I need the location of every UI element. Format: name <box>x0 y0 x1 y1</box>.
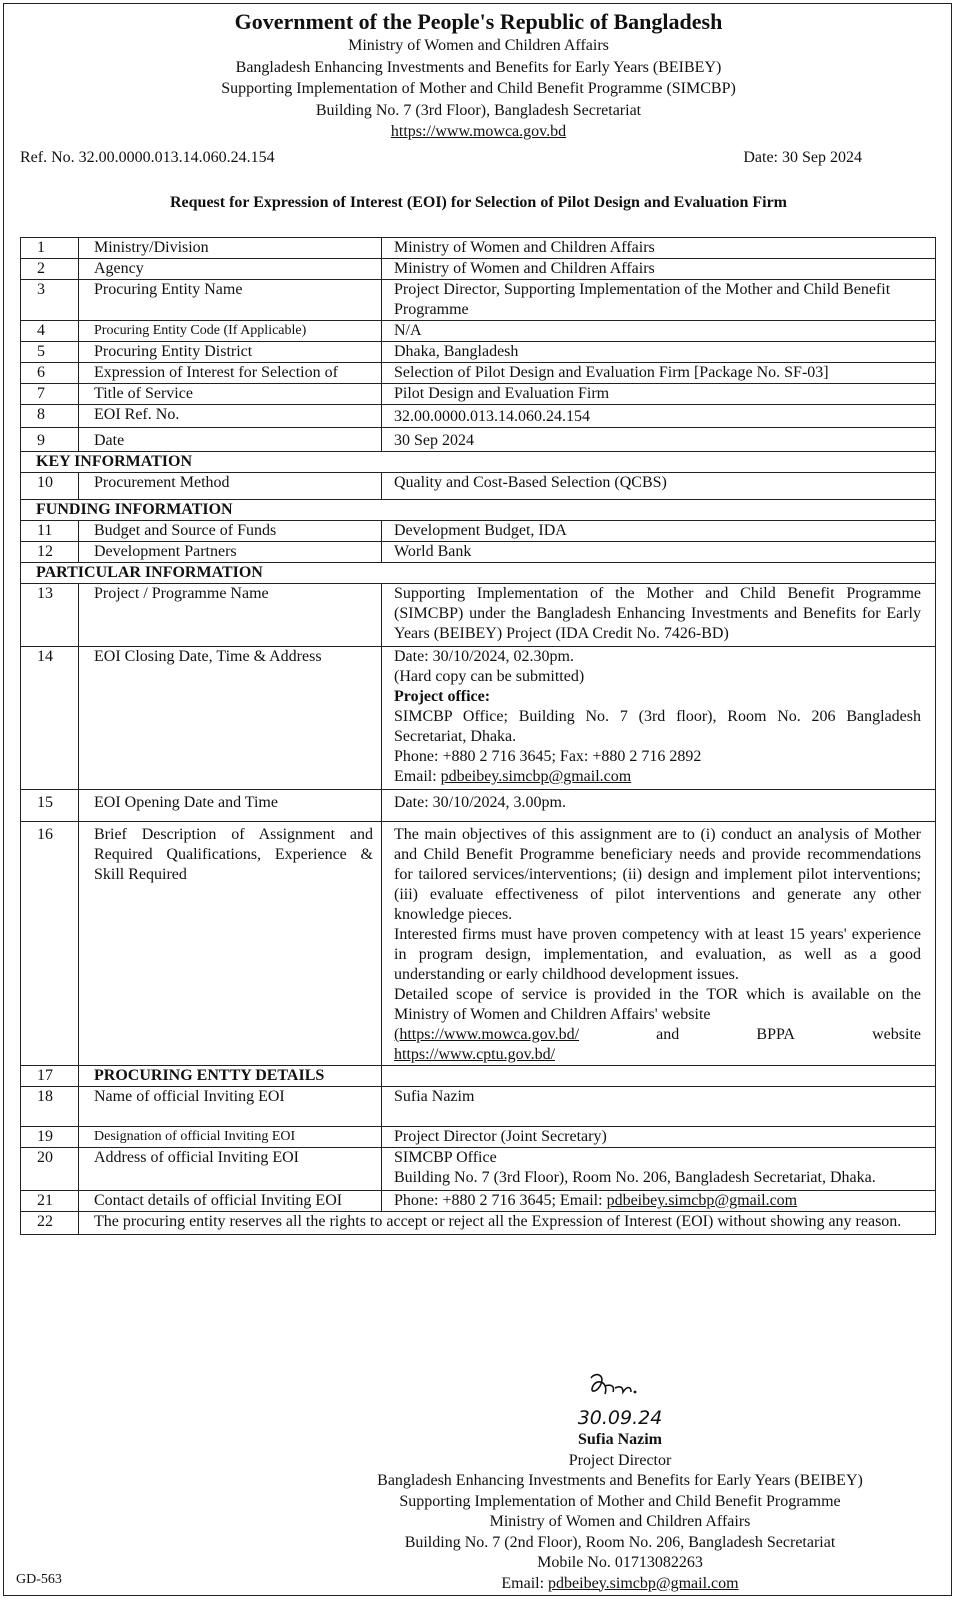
government-title: Government of the People's Republic of Bangladesh <box>234 9 723 34</box>
row-label: EOI Ref. No. <box>79 405 382 428</box>
row-number: 2 <box>21 259 79 280</box>
row-label: Procurement Method <box>79 473 382 500</box>
row-label: Agency <box>79 259 382 280</box>
row-value: Supporting Implementation of the Mother and Child Benefit Programme (SIMCBP) under the Bangladesh Enhancing Investments and Benefits for Early Years (BEIBEY) Project (IDA Credit No. 7426-BD) <box>382 584 936 647</box>
office-address: Building No. 7 (3rd Floor), Bangladesh Secretariat <box>315 101 642 119</box>
project-name: Bangladesh Enhancing Investments and Benefits for Early Years (BEIBEY) <box>235 58 722 76</box>
website-links-line <box>394 1025 921 1045</box>
row-label: Address of official Inviting EOI <box>79 1148 382 1191</box>
signatory-name: Sufia Nazim <box>578 1431 662 1448</box>
row-label: Ministry/Division <box>79 238 382 259</box>
row-value: N/A <box>382 321 936 342</box>
row-value: Selection of Pilot Design and Evaluation Firm [Package No. SF-03] <box>382 363 936 384</box>
signatory-project: Bangladesh Enhancing Investments and Benefits for Early Years (BEIBEY) <box>377 1472 863 1489</box>
signature-block <box>320 1372 920 1594</box>
row-value: Ministry of Women and Children Affairs <box>382 238 936 259</box>
section-heading-key: KEY INFORMATION <box>21 452 936 473</box>
row-number: 20 <box>21 1148 79 1191</box>
rights-reserved-note: The procuring entity reserves all the rights to accept or reject all the Expression of Interest (EOI) without showing any reason. <box>79 1212 936 1235</box>
row-value: Project Director (Joint Secretary) <box>382 1127 936 1148</box>
contact-email-link[interactable]: pdbeibey.simcbp@gmail.com <box>606 1192 798 1209</box>
table-row <box>21 647 936 790</box>
row-number: 18 <box>21 1087 79 1127</box>
row-number: 6 <box>21 363 79 384</box>
table-row <box>21 405 936 428</box>
cptu-website-link[interactable]: https://www.cptu.gov.bd/ <box>394 1046 556 1063</box>
row-label: PROCURING ENTTY DETAILS <box>79 1066 382 1087</box>
table-row <box>21 584 936 647</box>
row-value-empty <box>382 1066 936 1087</box>
closing-details <box>382 647 936 790</box>
hard-copy-note: (Hard copy can be submitted) <box>394 668 585 685</box>
table-row <box>21 1191 936 1212</box>
row-number: 5 <box>21 342 79 363</box>
row-number: 7 <box>21 384 79 405</box>
section-row <box>21 452 936 473</box>
office-email-line <box>394 767 921 787</box>
row-value: Development Budget, IDA <box>382 521 936 542</box>
table-row <box>21 1127 936 1148</box>
row-number: 15 <box>21 790 79 822</box>
table-row <box>21 321 936 342</box>
closing-date: Date: 30/10/2024, 02.30pm. <box>394 648 574 665</box>
table-row <box>21 238 936 259</box>
table-row <box>21 1148 936 1191</box>
signatory-email-link[interactable]: pdbeibey.simcbp@gmail.com <box>548 1574 739 1592</box>
row-label: Brief Description of Assignment and Required Qualifications, Experience & Skill Required <box>79 822 382 1066</box>
mowca-website-link[interactable]: (https://www.mowca.gov.bd/ <box>394 1026 580 1043</box>
table-row <box>21 790 936 822</box>
table-row <box>21 428 936 452</box>
subject-heading: Request for Expression of Interest (EOI) for Selection of Pilot Design and Evaluation Firm <box>169 194 788 211</box>
table-row <box>21 473 936 500</box>
row-label: Contact details of official Inviting EOI <box>79 1191 382 1212</box>
objectives-paragraph: The main objectives of this assignment are to (i) conduct an analysis of Mother and Child Benefit Programme beneficiary needs and provide recommendations for tailored services/interventions; (ii) design and implement pilot interventions; (iii) evaluate effectiveness of pilot interventions and generate any other knowledge pieces. <box>394 826 921 923</box>
footer-code: GD-563 <box>16 1572 62 1587</box>
email-prefix: Email: <box>501 1574 549 1592</box>
scope-paragraph: Detailed scope of service is provided in the TOR which is available on the Ministry of Women and Children Affairs' website <box>394 986 921 1023</box>
table-row <box>21 1212 936 1235</box>
programme-name: Supporting Implementation of Mother and Child Benefit Programme (SIMCBP) <box>221 80 736 98</box>
reference-date: Date: 30 Sep 2024 <box>743 149 862 166</box>
row-label: Project / Programme Name <box>79 584 382 647</box>
table-row <box>21 280 936 321</box>
letterhead <box>0 8 957 143</box>
row-number: 22 <box>21 1212 79 1235</box>
row-value: 30 Sep 2024 <box>382 428 936 452</box>
bppa-word: BPPA <box>756 1026 795 1043</box>
row-value: Project Director, Supporting Implementation of the Mother and Child Benefit Programme <box>382 280 936 321</box>
eoi-table <box>20 237 936 1235</box>
office-phone-fax: Phone: +880 2 716 3645; Fax: +880 2 716 2892 <box>394 748 702 765</box>
table-row <box>21 521 936 542</box>
table-row <box>21 363 936 384</box>
row-label: Designation of official Inviting EOI <box>79 1127 382 1148</box>
signatory-ministry: Ministry of Women and Children Affairs <box>489 1513 751 1530</box>
row-number: 16 <box>21 822 79 1066</box>
ministry-name: Ministry of Women and Children Affairs <box>348 37 609 54</box>
row-label: Name of official Inviting EOI <box>79 1087 382 1127</box>
row-number: 4 <box>21 321 79 342</box>
row-value: 32.00.0000.013.14.060.24.154 <box>382 405 936 428</box>
row-number: 11 <box>21 521 79 542</box>
assignment-description <box>382 822 936 1066</box>
row-number: 13 <box>21 584 79 647</box>
row-number: 8 <box>21 405 79 428</box>
signatory-email-line <box>320 1574 920 1595</box>
section-row <box>21 563 936 584</box>
section-heading-funding: FUNDING INFORMATION <box>21 500 936 521</box>
signatory-designation: Project Director <box>568 1451 672 1469</box>
reference-line <box>20 149 862 167</box>
competency-paragraph: Interested firms must have proven competency with at least 15 years' experience in program design, implementation, and evaluation, as well as a good understanding or early childhood development issues. <box>394 926 921 983</box>
row-label: Title of Service <box>79 384 382 405</box>
row-label: Procuring Entity District <box>79 342 382 363</box>
project-office-heading: Project office: <box>394 688 491 705</box>
table-row <box>21 1066 936 1087</box>
row-value: World Bank <box>382 542 936 563</box>
website-word: website <box>872 1026 921 1043</box>
table-row <box>21 1087 936 1127</box>
row-number: 14 <box>21 647 79 790</box>
row-label: EOI Opening Date and Time <box>79 790 382 822</box>
table-row <box>21 342 936 363</box>
row-number: 19 <box>21 1127 79 1148</box>
table-row <box>21 384 936 405</box>
row-label: Budget and Source of Funds <box>79 521 382 542</box>
row-label: Date <box>79 428 382 452</box>
section-row <box>21 500 936 521</box>
row-value: Date: 30/10/2024, 3.00pm. <box>382 790 936 822</box>
signatory-address: Building No. 7 (2nd Floor), Room No. 206, Bangladesh Secretariat <box>404 1533 836 1551</box>
row-number: 12 <box>21 542 79 563</box>
signatory-mobile: Mobile No. 01713082263 <box>537 1554 703 1571</box>
signature-date: 30.09.24 <box>577 1407 663 1429</box>
row-number: 21 <box>21 1191 79 1212</box>
email-prefix: Email: <box>394 768 441 785</box>
official-address <box>382 1148 936 1191</box>
table-row <box>21 542 936 563</box>
table-row <box>21 259 936 280</box>
row-number: 1 <box>21 238 79 259</box>
row-label: EOI Closing Date, Time & Address <box>79 647 382 790</box>
row-number: 17 <box>21 1066 79 1087</box>
row-label: Development Partners <box>79 542 382 563</box>
contact-prefix: Phone: +880 2 716 3645; Email: <box>394 1192 607 1209</box>
reference-number: Ref. No. 32.00.0000.013.14.060.24.154 <box>20 149 275 166</box>
row-label: Procuring Entity Code (If Applicable) <box>79 321 382 342</box>
project-office-address: SIMCBP Office; Building No. 7 (3rd floor), Room No. 206 Bangladesh Secretariat, Dhaka. <box>394 708 921 745</box>
row-number: 10 <box>21 473 79 500</box>
row-value: Quality and Cost-Based Selection (QCBS) <box>382 473 936 500</box>
row-number: 3 <box>21 280 79 321</box>
and-word: and <box>656 1026 680 1043</box>
row-value: Dhaka, Bangladesh <box>382 342 936 363</box>
row-value: Pilot Design and Evaluation Firm <box>382 384 936 405</box>
website-link[interactable]: https://www.mowca.gov.bd <box>390 123 567 141</box>
table-row <box>21 822 936 1066</box>
official-building: Building No. 7 (3rd Floor), Room No. 206, Bangladesh Secretariat, Dhaka. <box>394 1169 876 1186</box>
row-value: Ministry of Women and Children Affairs <box>382 259 936 280</box>
section-heading-particular: PARTICULAR INFORMATION <box>21 563 936 584</box>
row-number: 9 <box>21 428 79 452</box>
row-label: Procuring Entity Name <box>79 280 382 321</box>
row-value: Sufia Nazim <box>382 1087 936 1127</box>
office-email-link[interactable]: pdbeibey.simcbp@gmail.com <box>440 768 632 785</box>
official-contact <box>382 1191 936 1212</box>
official-office: SIMCBP Office <box>394 1149 497 1166</box>
row-label: Expression of Interest for Selection of <box>79 363 382 384</box>
handwritten-signature <box>565 1372 675 1430</box>
signatory-programme: Supporting Implementation of Mother and Child Benefit Programme <box>399 1492 841 1510</box>
